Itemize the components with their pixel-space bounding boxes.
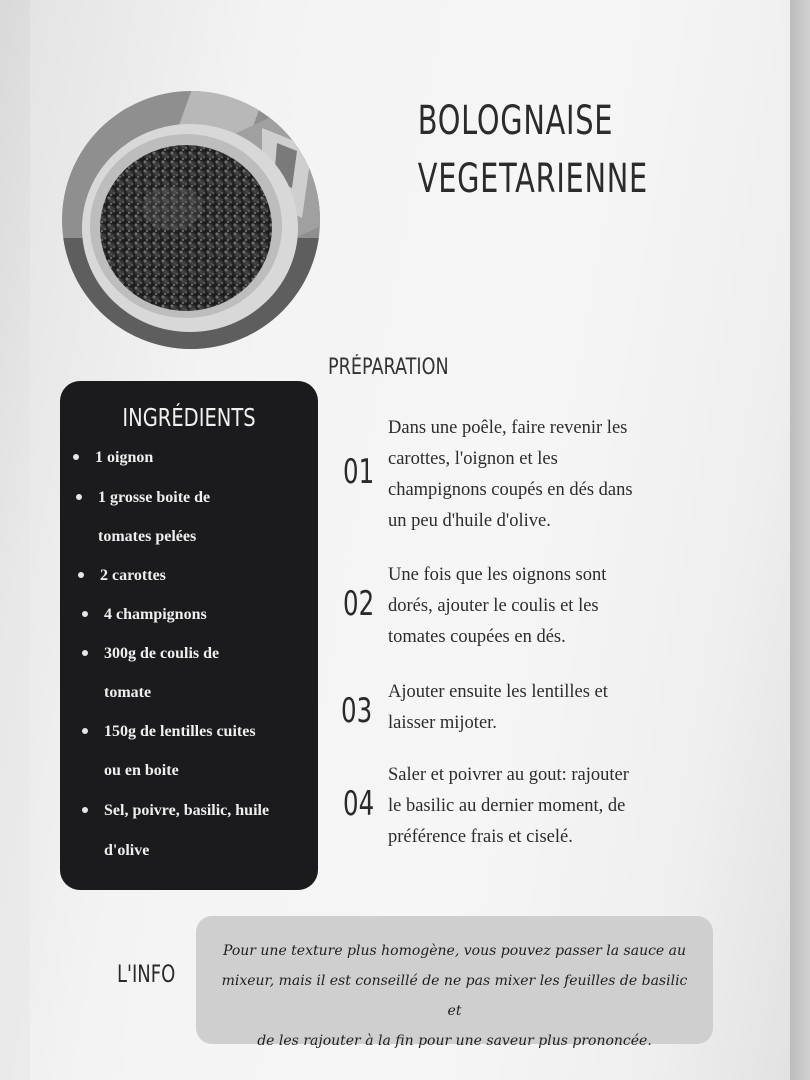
recipe-title-line2: VEGETARIENNE [417, 156, 648, 202]
step-line: préférence frais et ciselé. [388, 827, 573, 847]
info-box [196, 916, 713, 1049]
step-number: 03 [341, 691, 373, 731]
step-line: dorés, ajouter le coulis et les [388, 596, 599, 616]
ingredient-item: 300g de coulis de [104, 634, 219, 673]
recipe-title-line1: BOLOGNAISE [417, 98, 614, 144]
step-line: Dans une poêle, faire revenir les [388, 418, 628, 438]
recipe-title [417, 92, 648, 208]
step-text [388, 413, 718, 537]
ingredient-item-continued: ou en boite [104, 762, 179, 779]
ingredient-item: 150g de lentilles cuites [104, 712, 256, 751]
step-line: tomates coupées en dés. [388, 627, 566, 647]
ingredient-item: 1 oignon [95, 438, 153, 477]
ingredient-item-continued: tomate [104, 684, 152, 701]
ingredient-item: 4 champignons [104, 595, 207, 634]
step-text [388, 760, 718, 853]
step-line: carottes, l'oignon et les [388, 449, 558, 469]
ingredient-item: 2 carottes [100, 556, 166, 595]
info-line: mixeur, mais il est conseillé de ne pas mixer les feuilles de basilic et [221, 973, 688, 1019]
ingredient-item: Sel, poivre, basilic, huile [104, 791, 269, 830]
preparation-heading: PRÉPARATION [328, 355, 449, 380]
step-line: un peu d'huile d'olive. [388, 511, 551, 531]
step-line: le basilic au dernier moment, de [388, 796, 626, 816]
ingredient-item: 1 grosse boite de [98, 478, 210, 517]
step-number: 02 [343, 584, 375, 624]
ingredients-heading: INGRÉDIENTS [122, 403, 256, 432]
info-label: L'INFO [117, 960, 176, 988]
step-line: Ajouter ensuite les lentilles et [388, 682, 608, 702]
step-number: 01 [343, 452, 375, 492]
step-line: laisser mijoter. [388, 713, 497, 733]
ingredients-panel [60, 381, 318, 890]
step-text [388, 560, 718, 653]
bolognese-bowl-photo [62, 88, 320, 352]
info-line: Pour une texture plus homogène, vous pouvez passer la sauce au [222, 943, 687, 959]
step-line: Une fois que les oignons sont [388, 565, 607, 585]
info-line: de les rajouter à la fin pour une saveur plus prononcée. [257, 1033, 652, 1049]
ingredient-item-continued: d'olive [104, 842, 150, 859]
step-line: champignons coupés en dés dans [388, 480, 633, 500]
step-line: Saler et poivrer au gout: rajouter [388, 765, 629, 785]
info-text [216, 936, 693, 1056]
step-number: 04 [343, 784, 375, 824]
page-edge-shadow [790, 0, 810, 1080]
step-text [388, 677, 718, 739]
ingredient-item-continued: tomates pelées [98, 528, 197, 545]
